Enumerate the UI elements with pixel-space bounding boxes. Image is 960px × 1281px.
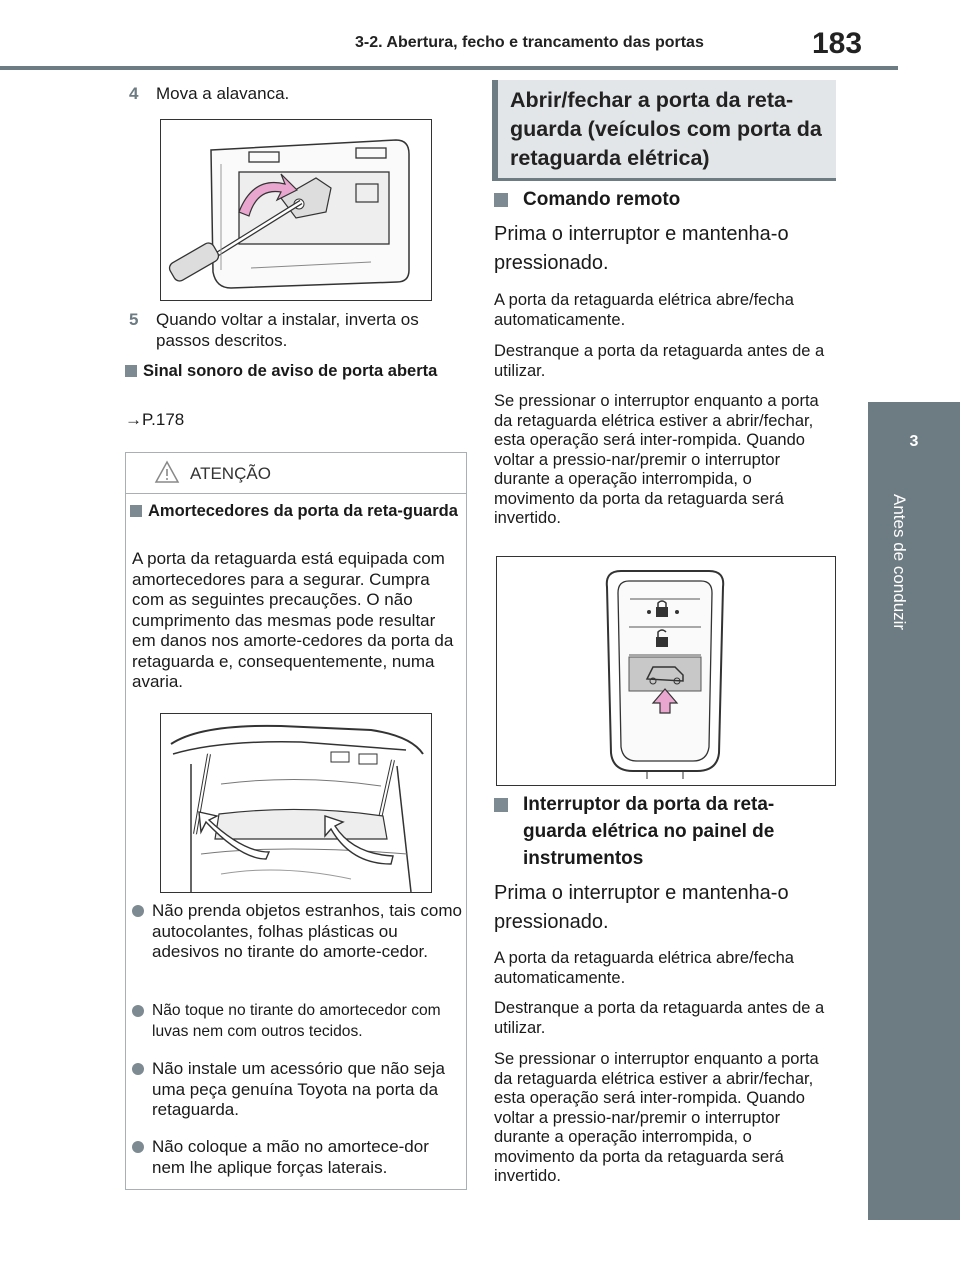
chapter-label: Antes de conduzir (890, 494, 909, 631)
step-4 (129, 83, 459, 105)
remote-para: Se pressionar o interruptor enquanto a porta da retaguarda elétrica estiver a abrir/fechar, esta operação será inter-rompida. Quando voltar a pressio-nar/premir o interruptor durante a operação interrompida, o movimento da porta da retaguarda será invertido. (494, 392, 819, 527)
remote-heading (494, 186, 834, 214)
bullet-dot-icon (132, 905, 144, 917)
remote-intro: Prima o interruptor e mantenha-o pressionado. (494, 223, 789, 274)
section-heading-text: Abrir/fechar a porta da reta-guarda (veículos com porta da retaguarda elétrica) (510, 88, 822, 170)
panel-switch-heading (494, 791, 834, 875)
lever-illustration (160, 119, 432, 301)
heading-square-icon (494, 193, 508, 207)
tailgate-drawing (161, 714, 431, 892)
warning-header (126, 453, 466, 494)
panel-para: Destranque a porta da retaguarda antes de a utilizar. (494, 999, 825, 1037)
bullet-dot-icon (132, 1063, 144, 1075)
warning-bullet (132, 1001, 464, 1045)
step-5 (129, 309, 459, 353)
remote-key-illustration (496, 556, 836, 786)
step-text: Mova a alavanca. (156, 84, 290, 103)
step-number: 5 (129, 310, 139, 329)
page-reference-link[interactable]: →P.178 (125, 410, 185, 429)
chapter-number: 3 (909, 433, 919, 450)
remote-para: A porta da retaguarda elétrica abre/fecha automaticamente. (494, 291, 794, 329)
heading-square-icon (494, 798, 508, 812)
key-fob-drawing (497, 557, 835, 785)
bullet-dot-icon (132, 1005, 144, 1017)
bullet-text: Não coloque a mão no amortece-dor nem lhe aplique forças laterais. (152, 1137, 429, 1177)
warning-bullet (132, 1059, 464, 1123)
section-title: 3-2. Abertura, fecho e trancamento das portas (355, 34, 704, 51)
heading-square-icon (130, 505, 142, 517)
header-rule (0, 66, 898, 70)
bullet-text: Não prenda objetos estranhos, tais como autocolantes, folhas plásticas ou adesivos no tirante do amorte-cedor. (152, 901, 462, 961)
heading-underline (492, 178, 836, 181)
warning-bullet (132, 1137, 464, 1181)
warning-title: ATENÇÃO (190, 464, 271, 483)
warning-box (125, 452, 467, 1190)
warning-triangle-icon (154, 460, 180, 484)
power-tailgate-section-heading (492, 80, 836, 178)
bullet-text: Não instale um acessório que não seja uma peça genuína Toyota na porta da retaguarda. (152, 1059, 445, 1119)
step-number: 4 (129, 84, 139, 103)
subheading-text: Sinal sonoro de aviso de porta aberta (143, 362, 438, 380)
warning-subheading (130, 501, 460, 545)
lever-drawing (161, 120, 431, 300)
bullet-text: Não toque no tirante do amortecedor com luvas nem com outros tecidos. (152, 1002, 441, 1040)
panel-intro: Prima o interruptor e mantenha-o pressionado. (494, 882, 789, 933)
step-text: Quando voltar a instalar, inverta os passos descritos. (156, 310, 419, 350)
subheading-text: Amortecedores da porta da reta-guarda (148, 502, 458, 520)
chapter-tab (868, 402, 960, 482)
heading-accent-bar (492, 80, 498, 178)
panel-para: A porta da retaguarda elétrica abre/fecha automaticamente. (494, 949, 794, 987)
warning-bullet (132, 901, 464, 985)
warning-body: A porta da retaguarda está equipada com amortecedores para a segurar. Cumpra com as seguintes precauções. O não cumprimento das mesmas pode resultar em danos nos amorte-cedores da porta da retaguarda e, consequentemente, numa avaria. (132, 549, 454, 691)
panel-para: Se pressionar o interruptor enquanto a porta da retaguarda elétrica estiver a abrir/fechar, esta operação será inter-rompida. Quando voltar a pressio-nar/premir o interruptor durante a operação interrompida, o movimento da porta da retaguarda será invertido. (494, 1050, 819, 1185)
heading-text: Interruptor da porta da reta-guarda elétrica no painel de instrumentos (523, 794, 775, 869)
door-open-alert-heading (125, 361, 455, 405)
remote-para: Destranque a porta da retaguarda antes de a utilizar. (494, 342, 825, 380)
tailgate-dampers-illustration (160, 713, 432, 893)
page-number: 183 (812, 27, 863, 60)
heading-text: Comando remoto (523, 189, 681, 210)
heading-square-icon (125, 365, 137, 377)
bullet-dot-icon (132, 1141, 144, 1153)
